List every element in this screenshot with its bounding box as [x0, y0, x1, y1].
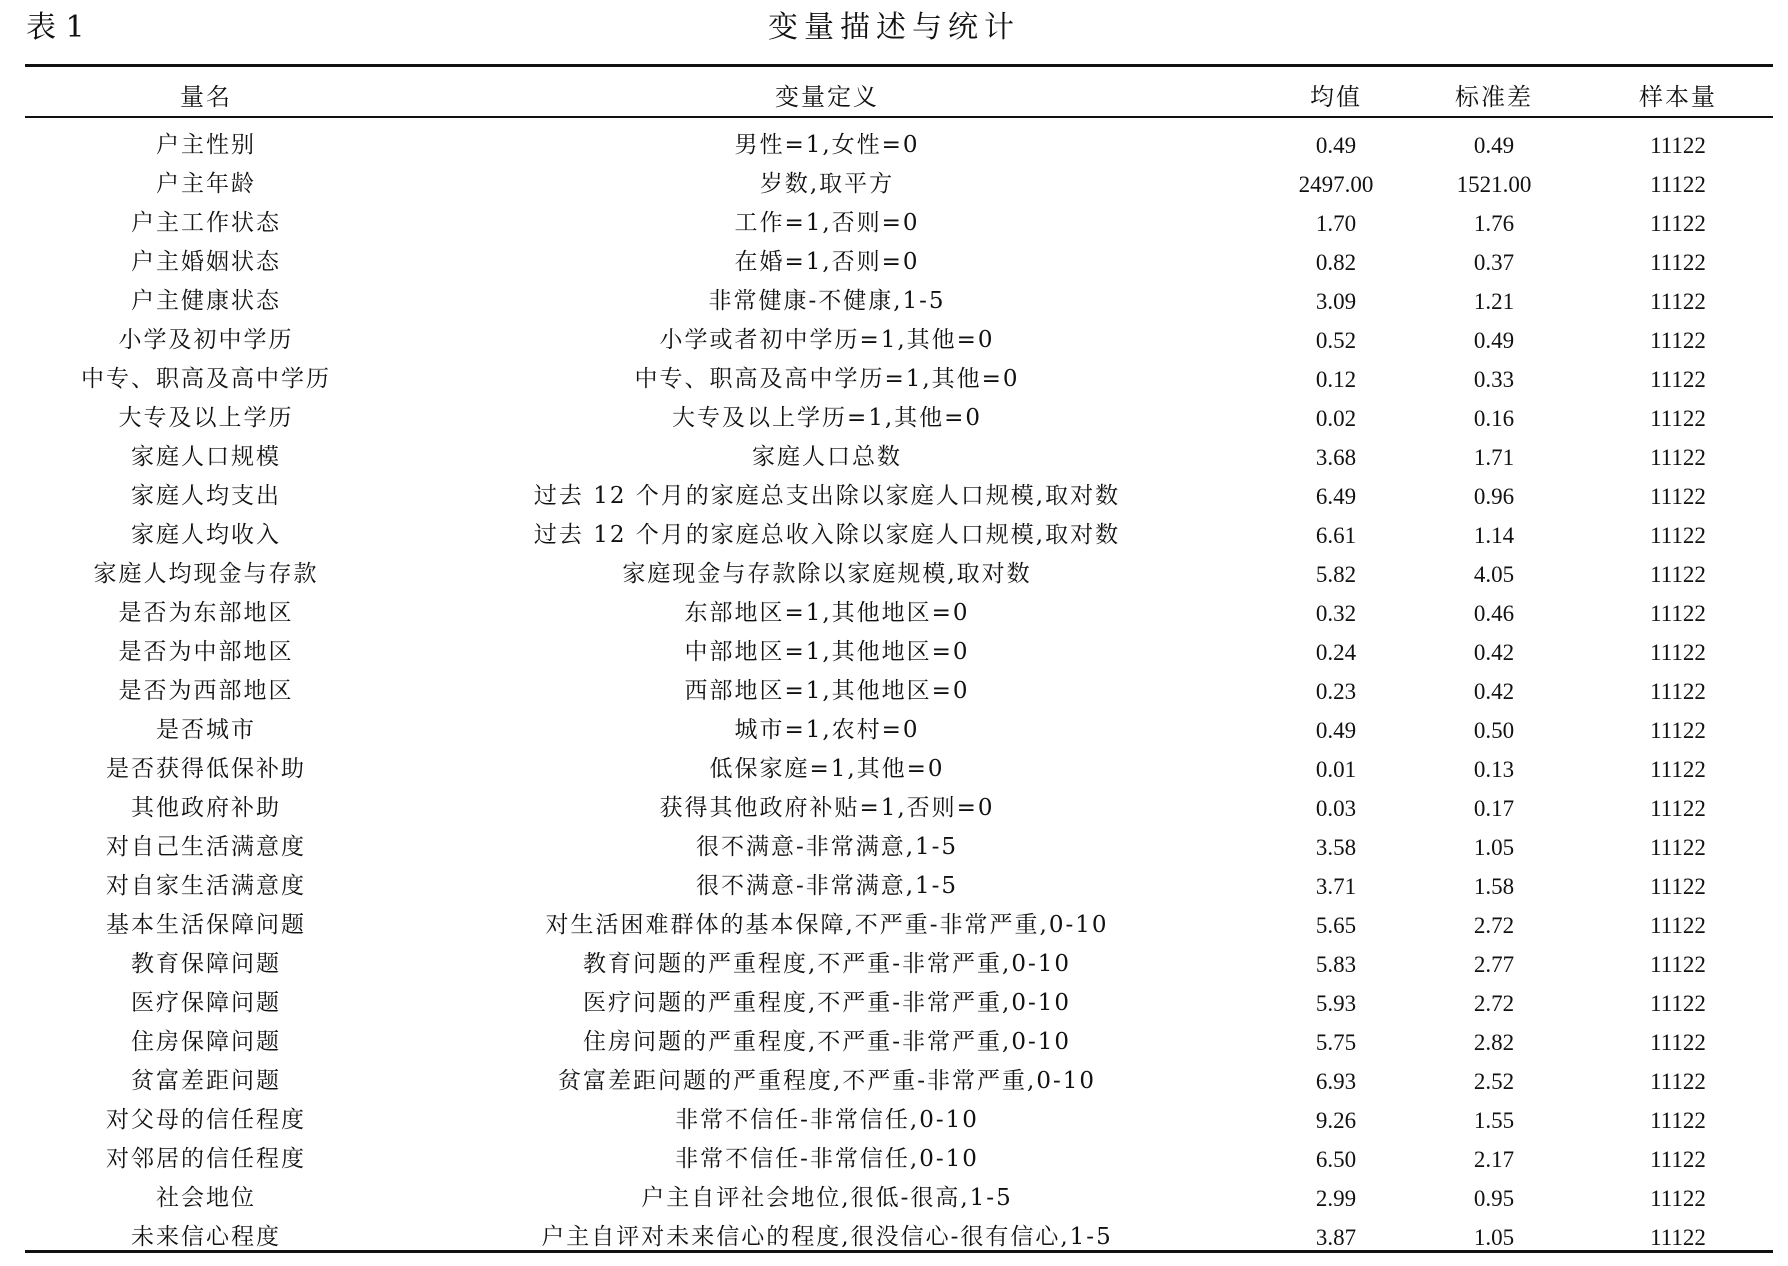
cell-std-dev: 0.49	[1473, 133, 1515, 158]
cell-variable-name: 是否为中部地区	[118, 639, 294, 665]
cell-std-dev: 0.96	[1473, 484, 1515, 509]
table-row	[25, 1218, 1773, 1257]
cell-variable-definition: 小学或者初中学历=1,其他=0	[659, 327, 995, 353]
cell-sample-size: 11122	[1650, 1147, 1706, 1172]
cell-std-dev: 0.49	[1473, 328, 1515, 353]
cell-sample-size: 11122	[1650, 757, 1706, 782]
cell-variable-name: 小学及初中学历	[118, 327, 294, 353]
cell-variable-definition: 在婚=1,否则=0	[734, 249, 920, 275]
cell-variable-definition: 中专、职高及高中学历=1,其他=0	[634, 366, 1020, 392]
table-row	[25, 711, 1773, 750]
table-row	[25, 984, 1773, 1023]
cell-variable-name: 社会地位	[156, 1185, 256, 1211]
cell-std-dev: 0.95	[1473, 1186, 1515, 1211]
cell-std-dev: 0.33	[1473, 367, 1515, 392]
cell-variable-definition: 岁数,取平方	[759, 171, 895, 197]
table-row	[25, 438, 1773, 477]
cell-variable-definition: 非常健康-不健康,1-5	[708, 288, 946, 314]
cell-mean: 1.70	[1315, 211, 1357, 236]
cell-sample-size: 11122	[1650, 1030, 1706, 1055]
cell-mean: 3.09	[1315, 289, 1357, 314]
cell-sample-size: 11122	[1650, 718, 1706, 743]
cell-variable-name: 户主婚姻状态	[131, 249, 281, 275]
cell-sample-size: 11122	[1650, 1108, 1706, 1133]
table-row	[25, 204, 1773, 243]
table-row	[25, 555, 1773, 594]
cell-std-dev: 0.37	[1473, 250, 1515, 275]
table-row	[25, 945, 1773, 984]
cell-mean: 2497.00	[1298, 172, 1374, 197]
cell-variable-definition: 住房问题的严重程度,不严重-非常严重,0-10	[582, 1029, 1072, 1055]
cell-variable-name: 医疗保障问题	[131, 990, 281, 1016]
cell-variable-definition: 贫富差距问题的严重程度,不严重-非常严重,0-10	[557, 1068, 1097, 1094]
cell-variable-definition: 很不满意-非常满意,1-5	[695, 834, 959, 860]
cell-variable-name: 户主工作状态	[131, 210, 281, 236]
header-row	[25, 70, 1773, 118]
cell-mean: 3.71	[1315, 874, 1357, 899]
table-row	[25, 594, 1773, 633]
cell-mean: 0.01	[1315, 757, 1357, 782]
cell-sample-size: 11122	[1650, 328, 1706, 353]
cell-variable-definition: 户主自评对未来信心的程度,很没信心-很有信心,1-5	[541, 1224, 1113, 1250]
table-row	[25, 633, 1773, 672]
cell-variable-definition: 很不满意-非常满意,1-5	[695, 873, 959, 899]
cell-std-dev: 2.77	[1473, 952, 1515, 977]
table-row	[25, 672, 1773, 711]
table-title: 变量描述与统计	[768, 10, 1020, 45]
cell-variable-name: 户主健康状态	[131, 288, 281, 314]
cell-sample-size: 11122	[1650, 445, 1706, 470]
cell-variable-name: 对自己生活满意度	[106, 834, 306, 860]
cell-sample-size: 11122	[1650, 172, 1706, 197]
header-variable-definition: 变量定义	[775, 82, 879, 111]
cell-variable-name: 基本生活保障问题	[106, 912, 306, 938]
cell-mean: 6.61	[1315, 523, 1357, 548]
cell-sample-size: 11122	[1650, 835, 1706, 860]
cell-variable-name: 对父母的信任程度	[106, 1107, 306, 1133]
table-caption	[0, 0, 1788, 62]
table-row	[25, 1062, 1773, 1101]
cell-variable-name: 家庭人均收入	[131, 522, 281, 548]
cell-variable-definition: 低保家庭=1,其他=0	[709, 756, 945, 782]
cell-mean: 0.49	[1315, 718, 1357, 743]
table-row	[25, 867, 1773, 906]
cell-std-dev: 0.46	[1473, 601, 1515, 626]
cell-variable-name: 户主性别	[156, 132, 256, 158]
cell-mean: 0.32	[1315, 601, 1357, 626]
cell-variable-name: 对邻居的信任程度	[106, 1146, 306, 1172]
table-row	[25, 1023, 1773, 1062]
cell-variable-definition: 户主自评社会地位,很低-很高,1-5	[641, 1185, 1013, 1211]
cell-sample-size: 11122	[1650, 562, 1706, 587]
cell-variable-definition: 大专及以上学历=1,其他=0	[671, 405, 983, 431]
statistics-table	[25, 70, 1773, 1257]
cell-sample-size: 11122	[1650, 679, 1706, 704]
cell-sample-size: 11122	[1650, 1225, 1706, 1250]
cell-mean: 6.49	[1315, 484, 1357, 509]
cell-std-dev: 2.52	[1473, 1069, 1515, 1094]
cell-mean: 5.82	[1315, 562, 1357, 587]
cell-variable-definition: 过去 12 个月的家庭总收入除以家庭人口规模,取对数	[533, 522, 1121, 548]
cell-sample-size: 11122	[1650, 640, 1706, 665]
table-row	[25, 243, 1773, 282]
cell-sample-size: 11122	[1650, 289, 1706, 314]
cell-std-dev: 1.21	[1473, 289, 1515, 314]
cell-sample-size: 11122	[1650, 367, 1706, 392]
cell-sample-size: 11122	[1650, 1069, 1706, 1094]
cell-variable-definition: 获得其他政府补贴=1,否则=0	[659, 795, 995, 821]
cell-mean: 2.99	[1315, 1186, 1357, 1211]
cell-sample-size: 11122	[1650, 1186, 1706, 1211]
table-number: 表 1	[26, 10, 85, 45]
cell-variable-definition: 西部地区=1,其他地区=0	[684, 678, 970, 704]
table-row	[25, 1140, 1773, 1179]
cell-mean: 0.24	[1315, 640, 1357, 665]
cell-variable-name: 大专及以上学历	[118, 405, 294, 431]
table-row	[25, 1101, 1773, 1140]
cell-sample-size: 11122	[1650, 952, 1706, 977]
cell-mean: 3.58	[1315, 835, 1357, 860]
cell-sample-size: 11122	[1650, 211, 1706, 236]
table-row	[25, 1179, 1773, 1218]
cell-sample-size: 11122	[1650, 250, 1706, 275]
cell-mean: 0.23	[1315, 679, 1357, 704]
cell-std-dev: 1521.00	[1456, 172, 1532, 197]
cell-variable-definition: 非常不信任-非常信任,0-10	[675, 1146, 979, 1172]
cell-std-dev: 2.72	[1473, 991, 1515, 1016]
cell-mean: 3.87	[1315, 1225, 1357, 1250]
cell-std-dev: 2.82	[1473, 1030, 1515, 1055]
cell-std-dev: 0.17	[1473, 796, 1515, 821]
cell-variable-definition: 工作=1,否则=0	[734, 210, 920, 236]
cell-variable-name: 未来信心程度	[131, 1224, 281, 1250]
cell-variable-definition: 非常不信任-非常信任,0-10	[675, 1107, 979, 1133]
cell-mean: 9.26	[1315, 1108, 1357, 1133]
cell-variable-name: 中专、职高及高中学历	[81, 366, 331, 392]
cell-variable-definition: 对生活困难群体的基本保障,不严重-非常严重,0-10	[545, 912, 1109, 938]
cell-variable-name: 是否为西部地区	[118, 678, 294, 704]
cell-sample-size: 11122	[1650, 913, 1706, 938]
table-row	[25, 118, 1773, 165]
cell-variable-definition: 过去 12 个月的家庭总支出除以家庭人口规模,取对数	[533, 483, 1121, 509]
cell-mean: 5.93	[1315, 991, 1357, 1016]
cell-std-dev: 1.71	[1473, 445, 1515, 470]
table-row	[25, 477, 1773, 516]
cell-variable-definition: 东部地区=1,其他地区=0	[684, 600, 970, 626]
cell-variable-name: 住房保障问题	[131, 1029, 281, 1055]
cell-variable-definition: 教育问题的严重程度,不严重-非常严重,0-10	[582, 951, 1072, 977]
cell-std-dev: 0.50	[1473, 718, 1515, 743]
cell-sample-size: 11122	[1650, 796, 1706, 821]
cell-std-dev: 1.58	[1473, 874, 1515, 899]
cell-variable-definition: 家庭现金与存款除以家庭规模,取对数	[622, 561, 1032, 587]
table-row	[25, 828, 1773, 867]
cell-variable-name: 其他政府补助	[131, 795, 281, 821]
cell-variable-definition: 家庭人口总数	[752, 444, 902, 470]
header-mean: 均值	[1310, 82, 1362, 111]
cell-variable-name: 家庭人均支出	[131, 483, 281, 509]
cell-mean: 0.02	[1315, 406, 1357, 431]
cell-std-dev: 1.05	[1473, 835, 1515, 860]
cell-sample-size: 11122	[1650, 484, 1706, 509]
cell-std-dev: 0.16	[1473, 406, 1515, 431]
table-row	[25, 321, 1773, 360]
cell-sample-size: 11122	[1650, 523, 1706, 548]
cell-std-dev: 0.42	[1473, 640, 1515, 665]
table-row	[25, 516, 1773, 555]
cell-std-dev: 2.17	[1473, 1147, 1515, 1172]
cell-mean: 0.03	[1315, 796, 1357, 821]
cell-variable-name: 是否城市	[156, 717, 256, 743]
header-variable-name: 量名	[180, 82, 232, 111]
cell-mean: 6.93	[1315, 1069, 1357, 1094]
cell-mean: 0.82	[1315, 250, 1357, 275]
cell-variable-name: 对自家生活满意度	[106, 873, 306, 899]
cell-variable-name: 家庭人口规模	[131, 444, 281, 470]
table-row	[25, 399, 1773, 438]
header-sample-size: 样本量	[1639, 82, 1717, 111]
cell-std-dev: 0.42	[1473, 679, 1515, 704]
cell-std-dev: 1.05	[1473, 1225, 1515, 1250]
cell-variable-definition: 医疗问题的严重程度,不严重-非常严重,0-10	[582, 990, 1072, 1016]
header-std-dev: 标准差	[1455, 82, 1533, 111]
cell-sample-size: 11122	[1650, 406, 1706, 431]
cell-variable-name: 户主年龄	[156, 171, 256, 197]
table-header	[25, 70, 1773, 118]
cell-variable-definition: 中部地区=1,其他地区=0	[684, 639, 970, 665]
table-top-rule	[25, 64, 1773, 67]
table-row	[25, 360, 1773, 399]
cell-sample-size: 11122	[1650, 601, 1706, 626]
cell-std-dev: 1.55	[1473, 1108, 1515, 1133]
cell-variable-definition: 城市=1,农村=0	[734, 717, 920, 743]
cell-std-dev: 2.72	[1473, 913, 1515, 938]
cell-variable-name: 贫富差距问题	[131, 1068, 281, 1094]
cell-std-dev: 1.76	[1473, 211, 1515, 236]
cell-variable-name: 是否为东部地区	[118, 600, 294, 626]
table-body	[25, 118, 1773, 1257]
table-row	[25, 906, 1773, 945]
cell-variable-name: 教育保障问题	[131, 951, 281, 977]
cell-sample-size: 11122	[1650, 133, 1706, 158]
cell-variable-name: 是否获得低保补助	[106, 756, 306, 782]
cell-mean: 5.65	[1315, 913, 1357, 938]
cell-mean: 0.49	[1315, 133, 1357, 158]
cell-mean: 0.52	[1315, 328, 1357, 353]
cell-mean: 6.50	[1315, 1147, 1357, 1172]
cell-std-dev: 0.13	[1473, 757, 1515, 782]
cell-std-dev: 4.05	[1473, 562, 1515, 587]
table-row	[25, 789, 1773, 828]
cell-mean: 5.75	[1315, 1030, 1357, 1055]
table-row	[25, 282, 1773, 321]
cell-mean: 3.68	[1315, 445, 1357, 470]
table-row	[25, 750, 1773, 789]
cell-mean: 0.12	[1315, 367, 1357, 392]
cell-sample-size: 11122	[1650, 991, 1706, 1016]
cell-sample-size: 11122	[1650, 874, 1706, 899]
cell-variable-name: 家庭人均现金与存款	[93, 561, 319, 587]
cell-std-dev: 1.14	[1473, 523, 1515, 548]
table-row	[25, 165, 1773, 204]
cell-variable-definition: 男性=1,女性=0	[734, 132, 920, 158]
cell-mean: 5.83	[1315, 952, 1357, 977]
